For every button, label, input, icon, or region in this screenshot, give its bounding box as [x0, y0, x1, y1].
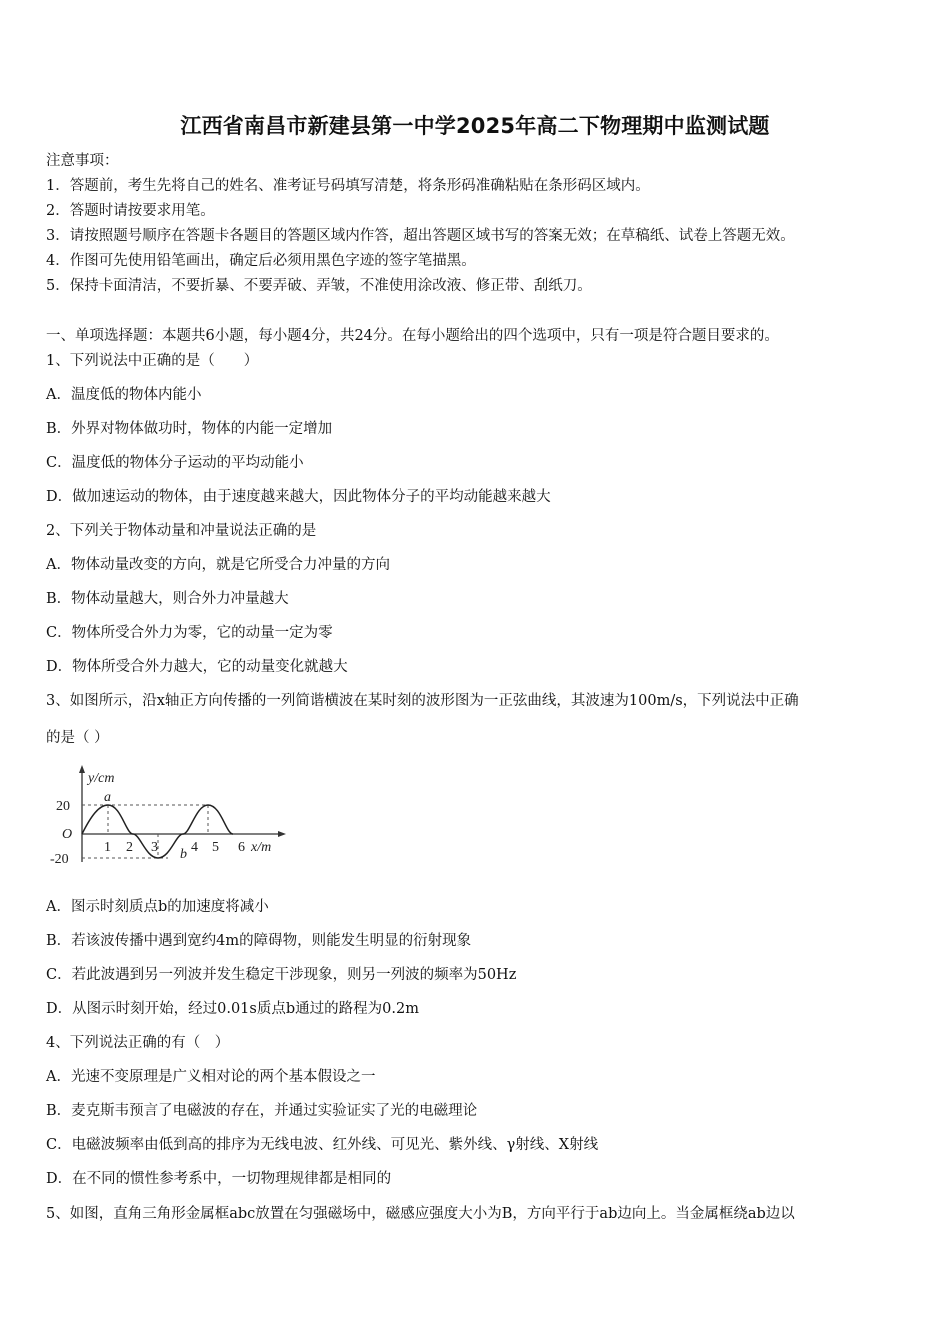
q3-stem-line2: 的是（ ）	[46, 730, 109, 746]
wave-figure	[46, 762, 296, 870]
x-tick-label: 4	[191, 840, 198, 855]
q1-option-c: C．温度低的物体分子运动的平均动能小	[46, 455, 304, 471]
q1-option-b: B．外界对物体做功时，物体的内能一定增加	[46, 421, 333, 437]
notes-header: 注意事项：	[46, 153, 119, 169]
q2-option-a: A．物体动量改变的方向，就是它所受合力冲量的方向	[46, 557, 390, 573]
q2-option-d: D．物体所受合外力越大，它的动量变化就越大	[46, 659, 348, 675]
note-item: 3．请按照题号顺序在答题卡各题目的答题区域内作答，超出答题区域书写的答案无效；在草稿纸、试卷上答题无效。	[46, 228, 795, 244]
section-heading: 一、单项选择题：本题共6小题，每小题4分，共24分。在每小题给出的四个选项中，只有一项是符合题目要求的。	[46, 328, 779, 344]
q4-option-d: D．在不同的惯性参考系中，一切物理规律都是相同的	[46, 1171, 392, 1187]
q5-stem: 5、如图，直角三角形金属框abc放置在匀强磁场中，磁感应强度大小为B，方向平行于ab边向上。当金属框绕ab边以	[46, 1206, 795, 1222]
q3-option-a: A．图示时刻质点b的加速度将减小	[46, 899, 269, 915]
y-axis-arrow-icon	[79, 765, 85, 773]
x-axis-label: x/m	[251, 840, 272, 855]
q3-stem-line1: 3、如图所示，沿x轴正方向传播的一列简谐横波在某时刻的波形图为一正弦曲线，其波速为100m/s，下列说法中正确	[46, 693, 799, 709]
q1-option-d: D．做加速运动的物体，由于速度越来越大，因此物体分子的平均动能越来越大	[46, 489, 551, 505]
q3-option-c: C．若此波遇到另一列波并发生稳定干涉现象，则另一列波的频率为50Hz	[46, 967, 517, 983]
q3-option-b: B．若该波传播中遇到宽约4m的障碍物，则能发生明显的衍射现象	[46, 933, 472, 949]
y-tick-label: 20	[56, 799, 70, 814]
note-item: 5．保持卡面清洁，不要折暴、不要弄破、弄皱，不准使用涂改液、修正带、刮纸刀。	[46, 278, 592, 294]
x-tick-label: 6	[238, 840, 245, 855]
q1-option-a: A．温度低的物体内能小	[46, 387, 202, 403]
x-tick-label: 2	[126, 840, 133, 855]
q4-option-b: B．麦克斯韦预言了电磁波的存在，并通过实验证实了光的电磁理论	[46, 1103, 478, 1119]
point-b-label: b	[180, 847, 187, 862]
q4-stem: 4、下列说法正确的有（ ）	[46, 1035, 230, 1051]
q4-option-c: C．电磁波频率由低到高的排序为无线电波、红外线、可见光、紫外线、γ射线、X射线	[46, 1137, 599, 1153]
q4-option-a: A．光速不变原理是广义相对论的两个基本假设之一	[46, 1069, 376, 1085]
q3-option-d: D．从图示时刻开始，经过0.01s质点b通过的路程为0.2m	[46, 1001, 419, 1017]
q2-option-c: C．物体所受合外力为零，它的动量一定为零	[46, 625, 333, 641]
y-axis-label: y/cm	[88, 771, 115, 786]
point-a-label: a	[104, 790, 111, 805]
x-axis-arrow-icon	[278, 831, 286, 837]
q2-option-b: B．物体动量越大，则合外力冲量越大	[46, 591, 289, 607]
origin-label: O	[62, 827, 73, 842]
q1-stem: 1、下列说法中正确的是（ ）	[46, 353, 259, 369]
note-item: 2．答题时请按要求用笔。	[46, 203, 215, 219]
note-item: 4．作图可先使用铅笔画出，确定后必须用黑色字迹的签字笔描黑。	[46, 253, 476, 269]
note-item: 1．答题前，考生先将自己的姓名、准考证号码填写清楚，将条形码准确粘贴在条形码区域内。	[46, 178, 650, 194]
x-tick-label: 1	[104, 840, 111, 855]
y-tick-label: -20	[50, 852, 69, 867]
x-tick-label: 5	[212, 840, 219, 855]
q2-stem: 2、下列关于物体动量和冲量说法正确的是	[46, 523, 317, 539]
page-title: 江西省南昌市新建县第一中学2025年高二下物理期中监测试题	[180, 114, 770, 138]
x-tick-label: 3	[151, 840, 158, 855]
